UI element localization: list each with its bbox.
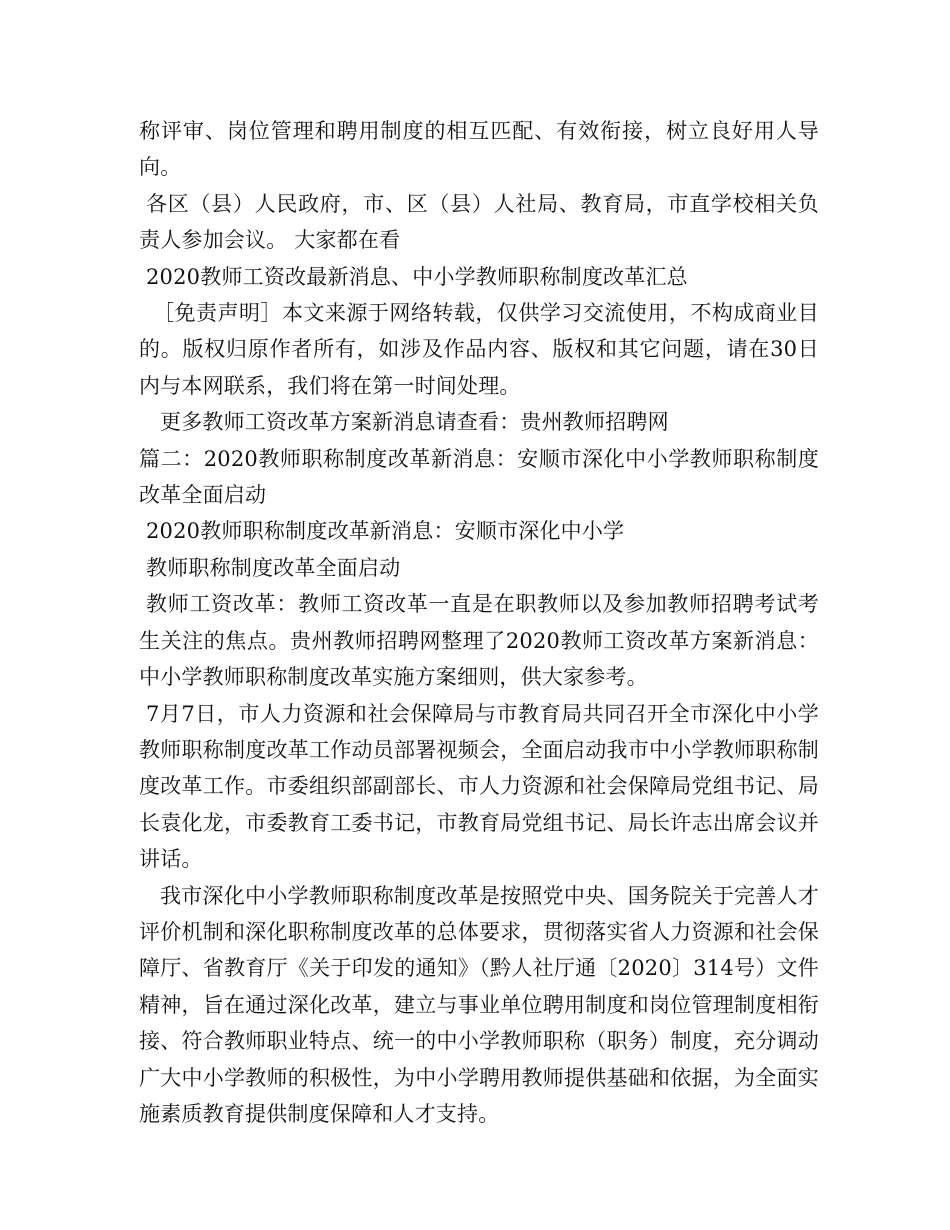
paragraph-attendees: 各区（县）人民政府，市、区（县）人社局、教育局，市直学校相关负责人参加会议。 大家都在看 xyxy=(139,191,819,253)
paragraph-continuation: 称评审、岗位管理和聘用制度的相互匹配、有效衔接，树立良好用人导向。 xyxy=(139,119,819,180)
paragraph-intro: 教师工资改革：教师工资改革一直是在职教师以及参加教师招聘考试考生关注的焦点。贵州教师招聘网整理了2020教师工资改革方案新消息：中小学教师职称制度改革实施方案细则，供大家参考。 xyxy=(139,592,819,690)
document-body xyxy=(139,113,819,1132)
paragraph-reform-goals: 我市深化中小学教师职称制度改革是按照党中央、国务院关于完善人才评价机制和深化职称制度改革的总体要求，贯彻落实省人力资源和社会保障厅、省教育厅《关于印发的通知》（黔人社厅通〔2020〕314号）文件精神，旨在通过深化改革，建立与事业单位聘用制度和岗位管理制度相衔接、符合教师职业特点、统一的中小学教师职称（职务）制度，充分调动广大中小学教师的积极性，为中小学聘用教师提供基础和依据，为全面实施素质教育提供制度保障和人才支持。 xyxy=(139,883,819,1126)
paragraph-meeting: 7月7日，市人力资源和社会保障局与市教育局共同召开全市深化中小学教师职称制度改革工作动员部署视频会，全面启动我市中小学教师职称制度改革工作。市委组织部副部长、市人力资源和社会保障局党组书记、局长袁化龙，市委教育工委书记，市教育局党组书记、局长许志出席会议并讲话。 xyxy=(139,701,819,872)
article-title-line-2: 教师职称制度改革全面启动 xyxy=(146,555,401,580)
more-info-line: 更多教师工资改革方案新消息请查看：贵州教师招聘网 xyxy=(160,410,669,435)
related-article-title: 2020教师工资改最新消息、中小学教师职称制度改革汇总 xyxy=(146,264,688,289)
article-title-line-1: 2020教师职称制度改革新消息：安顺市深化中小学 xyxy=(146,519,625,544)
section-two-heading: 篇二：2020教师职称制度改革新消息：安顺市深化中小学教师职称制度改革全面启动 xyxy=(139,446,819,508)
disclaimer-paragraph: ［免责声明］本文来源于网络转载，仅供学习交流使用，不构成商业目的。版权归原作者所有，如涉及作品内容、版权和其它问题，请在30日内与本网联系，我们将在第一时间处理。 xyxy=(139,301,819,398)
